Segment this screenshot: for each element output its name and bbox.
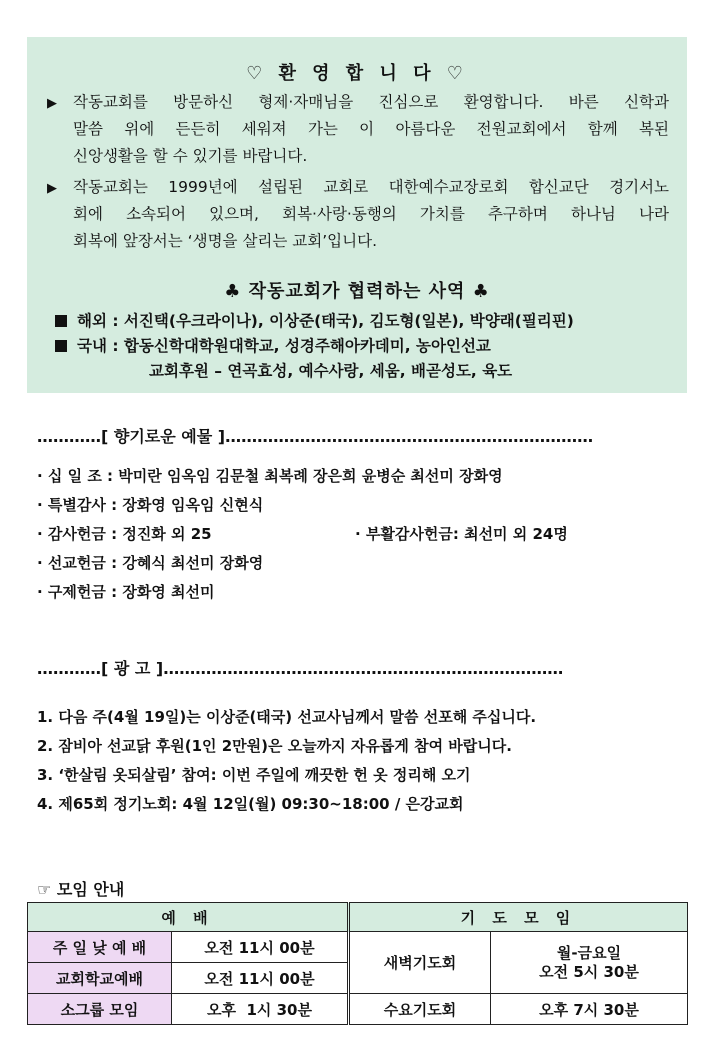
ministry-domestic: [55, 334, 491, 356]
welcome-paragraph-2: [73, 174, 669, 255]
worship-name: 교회학교예배: [28, 963, 172, 994]
paragraph-line: 말씀 위에 든든히 세워져 가는 이 아름다운 전원교회에서 함께 복된: [73, 120, 669, 138]
worship-time: 오전 11시 00분: [172, 963, 349, 994]
ad-item: 1. 다음 주(4월 19일)는 이상준(태국) 선교사님께서 말씀 선포해 주십니다.: [37, 708, 537, 726]
offering-row: · 구제헌금 : 장화영 최선미: [37, 583, 215, 601]
paragraph-line: 회복에 앞장서는 ‘생명을 살리는 교회’입니다.: [73, 232, 378, 250]
ministry-domestic-2: 교회후원 – 연곡효성, 예수사랑, 세움, 배곧성도, 육도: [149, 362, 513, 380]
offering-row: · 특별감사 : 장화영 임옥임 신현식: [37, 496, 264, 514]
paragraph-line: 신앙생활을 할 수 있기를 바랍니다.: [73, 147, 308, 165]
worship-header: 예 배: [28, 903, 349, 932]
ministry-overseas: [55, 309, 574, 331]
offering-row: · 선교헌금 : 강혜식 최선미 장화영: [37, 554, 264, 572]
worship-name: 주 일 낮 예 배: [28, 932, 172, 963]
arrow-icon: ▶: [47, 181, 57, 196]
welcome-box: [27, 37, 687, 393]
prayer-name: 새벽기도회: [349, 932, 491, 994]
offering-row: · 십 일 조 : 박미란 임옥임 김문철 최복례 장은희 윤병순 최선미 장화영: [37, 467, 503, 485]
square-bullet-icon: [55, 315, 67, 327]
ad-item: 3. ‘한살림 옷되살림’ 참여: 이번 주일에 깨끗한 헌 옷 정리해 오기: [37, 766, 471, 784]
meetings-table: [27, 902, 688, 1025]
prayer-time-line: 오전 5시 30분: [539, 962, 639, 981]
ad-item: 2. 잠비아 선교닭 후원(1인 2만원)은 오늘까지 자유롭게 참여 바랍니다.: [37, 737, 512, 755]
prayer-time: 오후 7시 30분: [491, 994, 688, 1025]
meetings-title: ☞ 모임 안내: [37, 880, 125, 899]
welcome-title: ♡ 환 영 합 니 다 ♡: [246, 63, 468, 84]
offering-header: …………[ 향기로운 예물 ]……………………………………………………………: [37, 427, 594, 446]
offering-row: · 감사헌금 : 정진화 외 25: [37, 525, 212, 543]
worship-name: 소그룹 모임: [28, 994, 172, 1025]
worship-time: 오전 11시 00분: [172, 932, 349, 963]
prayer-header: 기 도 모 임: [349, 903, 688, 932]
prayer-time: [491, 932, 688, 994]
ministry-title: ♣ 작동교회가 협력하는 사역 ♣: [224, 281, 490, 302]
easter-offering: · 부활감사헌금: 최선미 외 24명: [355, 525, 568, 543]
prayer-time-line: 월-금요일: [556, 943, 622, 962]
ad-item: 4. 제65회 정기노회: 4월 12일(월) 09:30~18:00 / 은강교회: [37, 795, 464, 813]
paragraph-line: 작동교회를 방문하신 형제·자매님을 진심으로 환영합니다. 바른 신학과: [73, 93, 669, 111]
ads-header: …………[ 광 고 ]…………………………………………………………………: [37, 659, 564, 678]
paragraph-line: 회에 소속되어 있으며, 회복·사랑·동행의 가치를 추구하며 하나님 나라: [73, 205, 669, 223]
paragraph-line: 작동교회는 1999년에 설립된 교회로 대한예수교장로회 합신교단 경기서노: [73, 178, 669, 196]
overseas-text: 해외 : 서진택(우크라이나), 이상준(태국), 김도형(일본), 박양래(필리핀): [77, 312, 574, 330]
domestic-text: 국내 : 합동신학대학원대학교, 성경주해아카데미, 농아인선교: [77, 337, 491, 355]
worship-time: 오후 1시 30분: [172, 994, 349, 1025]
square-bullet-icon: [55, 340, 67, 352]
arrow-icon: ▶: [47, 96, 57, 111]
prayer-name: 수요기도회: [349, 994, 491, 1025]
welcome-paragraph-1: [73, 89, 669, 170]
